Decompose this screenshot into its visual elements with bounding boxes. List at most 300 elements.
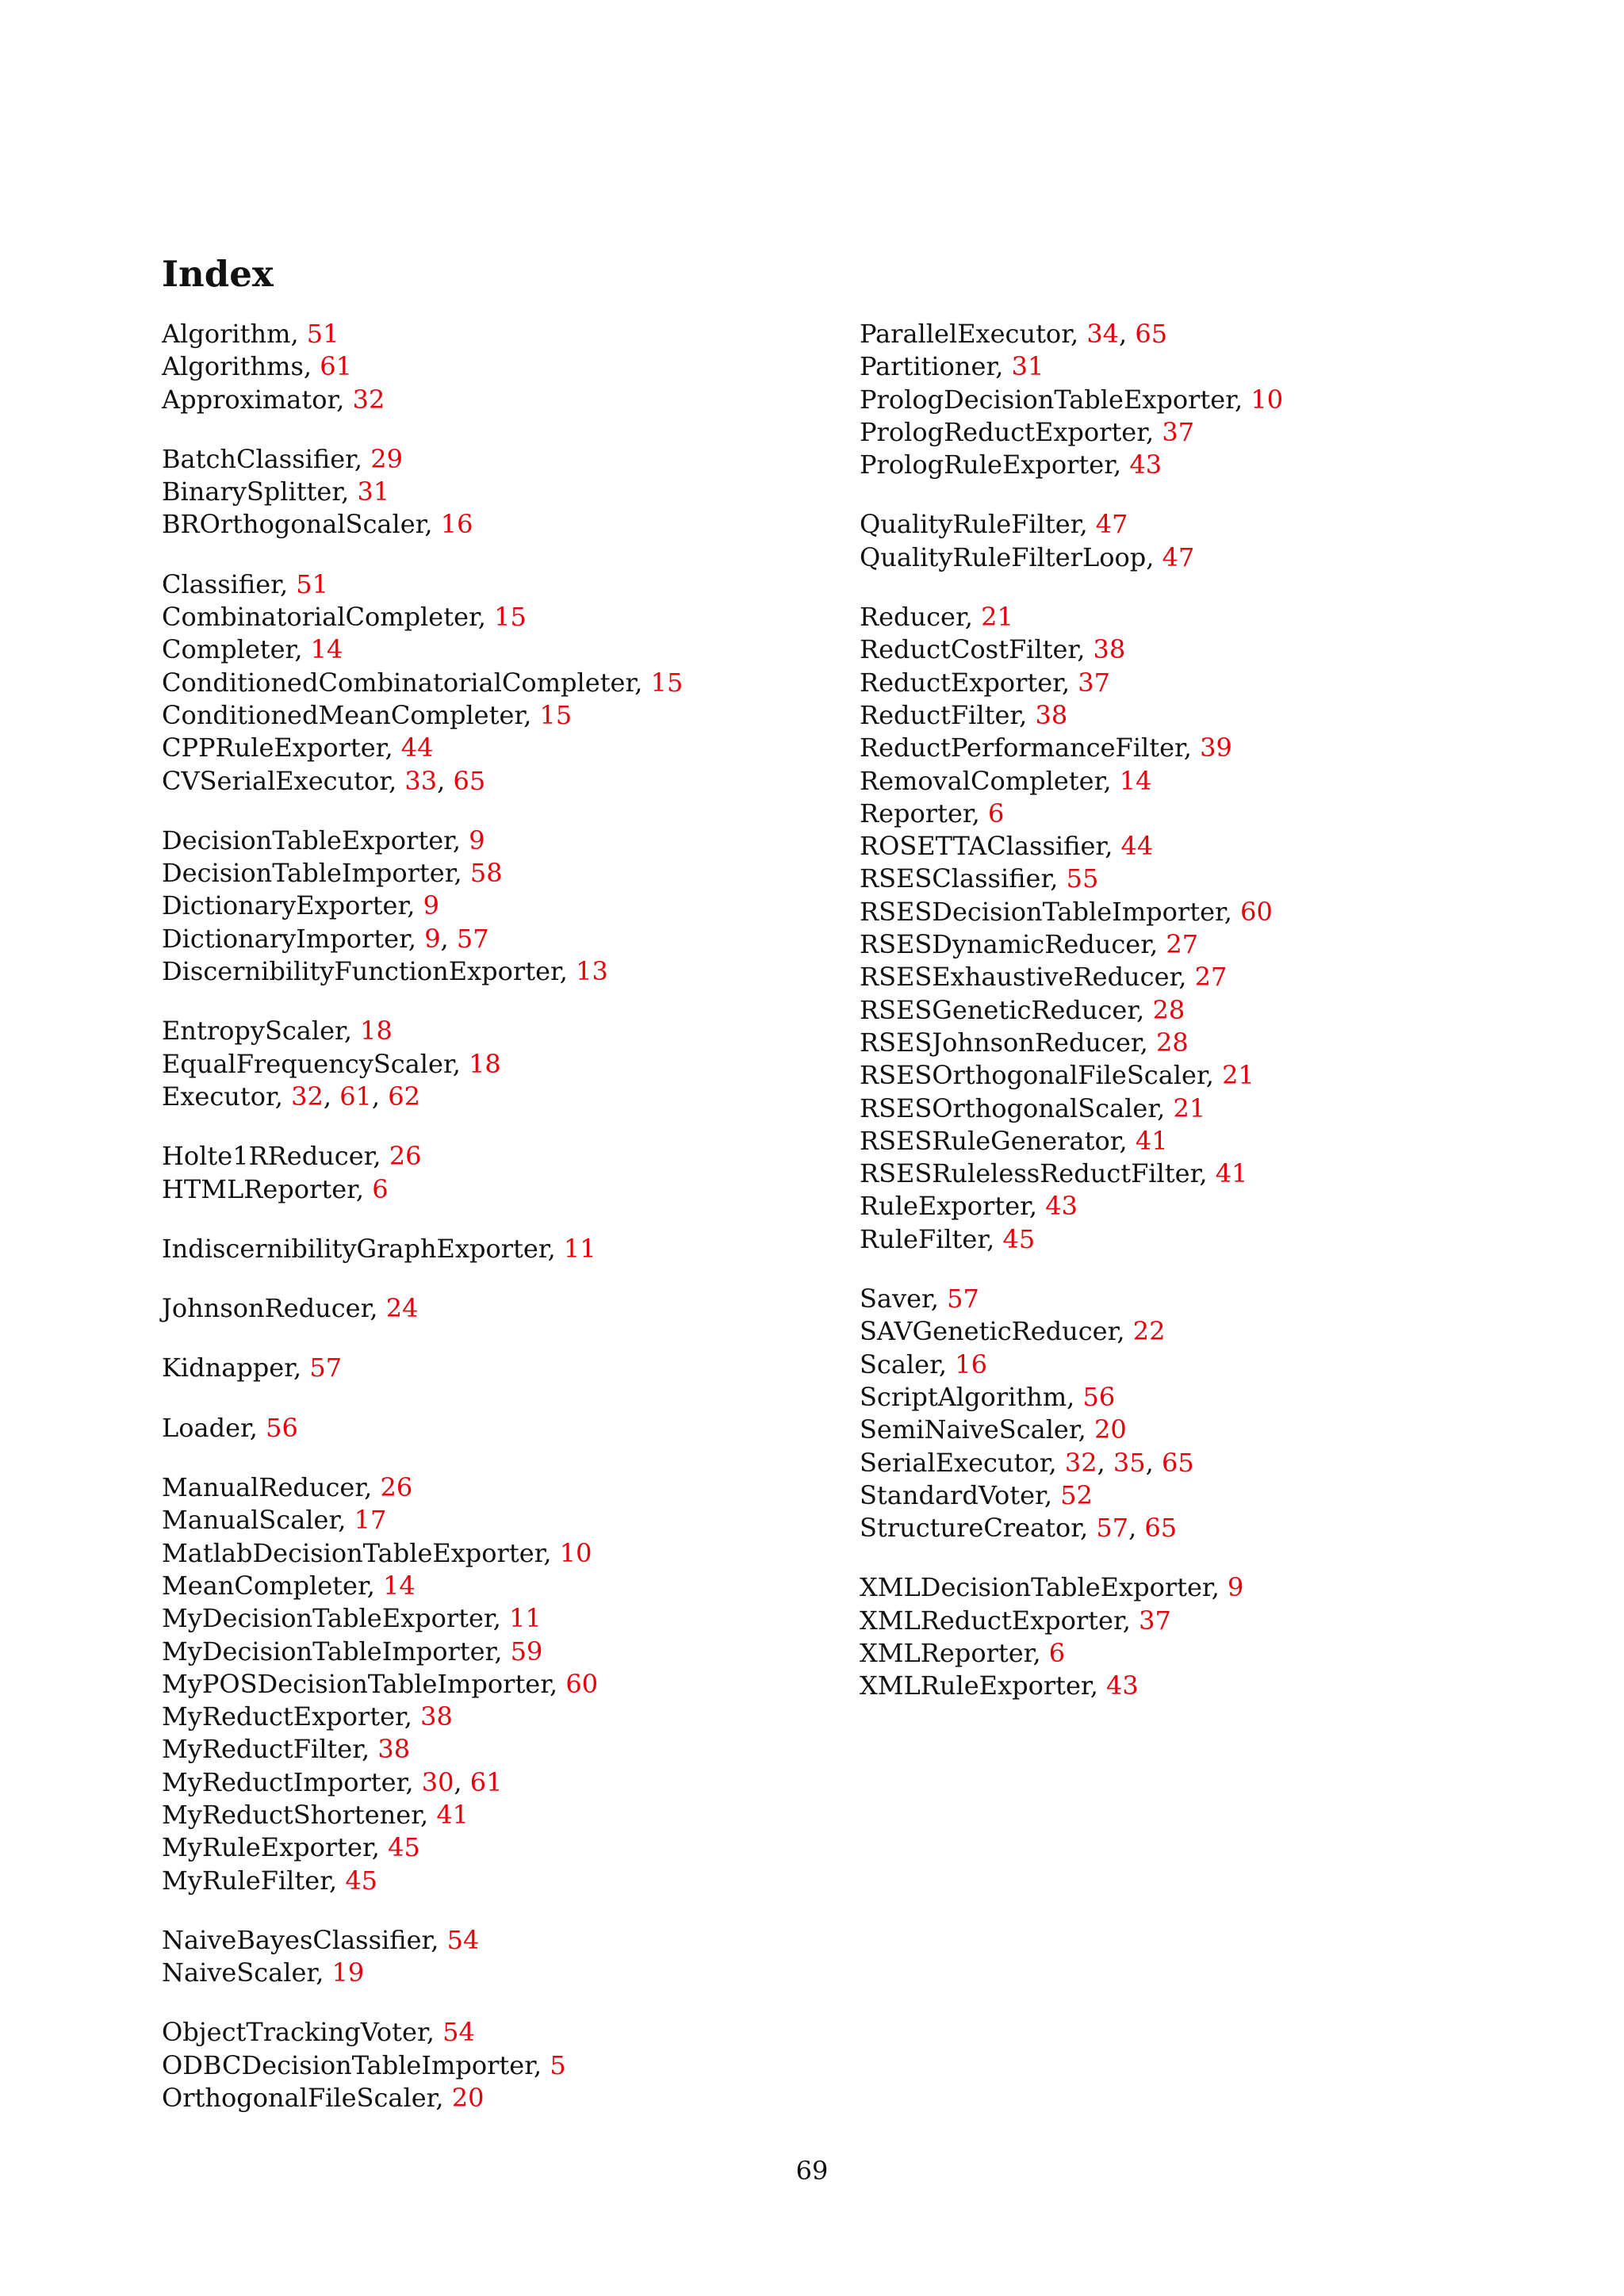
index-letter-group	[860, 508, 1526, 574]
index-term: BROrthogonalScaler	[162, 509, 425, 540]
page-reference-link[interactable]: 51	[306, 319, 339, 349]
page-reference-link[interactable]: 57	[309, 1353, 343, 1383]
index-separator: ,	[370, 1293, 386, 1324]
index-entry	[860, 732, 1526, 764]
index-separator: ,	[1032, 1637, 1049, 1668]
index-separator: ,	[1146, 416, 1162, 447]
index-entry	[162, 825, 828, 857]
index-entry	[860, 1479, 1526, 1512]
index-entry	[162, 633, 828, 666]
index-term: ObjectTrackingVoter	[162, 2017, 427, 2048]
index-term: Approximator	[162, 384, 337, 415]
index-entry	[162, 732, 828, 764]
index-term: EntropyScaler	[162, 1016, 344, 1047]
page-reference-link[interactable]: 62	[388, 1081, 420, 1112]
index-separator: ,	[1178, 962, 1195, 993]
page-reference-link[interactable]: 6	[988, 798, 1005, 828]
index-term: HTMLReporter	[162, 1173, 356, 1204]
page-reference-link[interactable]: 15	[650, 667, 684, 698]
index-separator: ,	[995, 351, 1012, 382]
index-separator: ,	[290, 319, 307, 349]
index-entry	[162, 699, 828, 732]
page-reference-link[interactable]: 28	[1156, 1027, 1189, 1058]
index-separator: ,	[1050, 863, 1067, 894]
page-reference-link[interactable]: 58	[469, 858, 503, 889]
page-reference-link[interactable]: 45	[388, 1832, 420, 1863]
index-letter-group	[162, 1924, 828, 1990]
index-term: ReductCostFilter	[860, 634, 1078, 665]
index-entry	[162, 601, 828, 633]
index-entry	[860, 449, 1526, 481]
index-term: SAVGeneticReducer	[860, 1316, 1117, 1347]
index-separator: ,	[294, 634, 311, 665]
index-separator: ,	[440, 923, 457, 954]
page-reference-link[interactable]: 60	[1240, 896, 1273, 927]
index-term: PrologRuleExporter	[860, 450, 1113, 480]
index-letter-group	[860, 601, 1526, 1256]
index-term: NaiveBayesClassifier	[162, 1924, 431, 1955]
page-reference-link[interactable]: 16	[440, 509, 473, 540]
index-entry	[162, 350, 828, 383]
index-column-left	[162, 318, 828, 2141]
index-term: RSESOrthogonalFileScaler	[860, 1060, 1206, 1091]
page-reference-link[interactable]: 13	[576, 956, 608, 987]
index-separator: ,	[341, 476, 358, 507]
page-reference-link[interactable]: 22	[1132, 1316, 1166, 1347]
page-reference-link[interactable]: 59	[510, 1636, 543, 1667]
index-term: RuleFilter	[860, 1223, 987, 1254]
index-separator: ,	[1028, 1191, 1046, 1222]
index-term: XMLReporter	[860, 1637, 1033, 1668]
index-separator: ,	[404, 1701, 421, 1732]
index-separator: ,	[1079, 509, 1096, 540]
page-reference-link[interactable]: 47	[1162, 541, 1195, 572]
index-column-right	[860, 318, 1526, 1730]
index-separator: ,	[494, 1636, 511, 1667]
page-reference-link[interactable]: 56	[1082, 1381, 1116, 1412]
index-term: CombinatorialCompleter	[162, 602, 478, 633]
index-separator: ,	[1103, 765, 1120, 796]
index-separator: ,	[1205, 1060, 1223, 1091]
index-entry	[162, 1471, 828, 1504]
index-entry	[162, 1602, 828, 1635]
page-reference-link[interactable]: 57	[456, 923, 489, 954]
page-reference-link[interactable]: 38	[1035, 699, 1068, 730]
index-separator: ,	[986, 1223, 1003, 1254]
index-entry	[860, 508, 1526, 541]
page-reference-link[interactable]: 18	[360, 1016, 393, 1047]
page-reference-link[interactable]: 17	[354, 1505, 387, 1536]
page-reference-link[interactable]: 28	[1152, 994, 1185, 1025]
index-separator: ,	[1183, 733, 1201, 763]
page-reference-link[interactable]: 6	[372, 1173, 389, 1204]
index-term: RSESRulelessReductFilter	[860, 1158, 1200, 1189]
index-separator: ,	[435, 2083, 452, 2114]
index-entry	[860, 1059, 1526, 1092]
index-separator: ,	[426, 2017, 443, 2048]
index-separator: ,	[424, 509, 441, 540]
index-separator: ,	[1090, 1670, 1107, 1701]
index-term: RuleExporter	[860, 1191, 1029, 1222]
index-term: Completer	[162, 634, 295, 665]
page-reference-link[interactable]: 18	[469, 1048, 501, 1079]
index-term: ManualReducer	[162, 1472, 365, 1503]
page-reference-link[interactable]: 37	[1139, 1605, 1171, 1636]
index-entry	[860, 1315, 1526, 1348]
page-reference-link[interactable]: 55	[1066, 863, 1099, 894]
index-entry	[860, 1093, 1526, 1125]
page-reference-link[interactable]: 65	[1161, 1447, 1194, 1478]
page-reference-link[interactable]: 14	[383, 1570, 416, 1601]
index-term: ROSETTAClassifier	[860, 831, 1105, 862]
page-reference-link[interactable]: 61	[320, 351, 352, 382]
index-entry	[162, 1140, 828, 1173]
page-title: Index	[162, 253, 274, 295]
index-separator: ,	[405, 1766, 422, 1797]
index-separator: ,	[533, 2049, 550, 2080]
index-separator: ,	[550, 1668, 566, 1699]
index-entry	[162, 1733, 828, 1766]
index-term: XMLReductExporter	[860, 1605, 1123, 1636]
page-reference-link[interactable]: 32	[291, 1081, 324, 1112]
index-separator: ,	[336, 384, 353, 415]
page-reference-link[interactable]: 16	[955, 1349, 987, 1380]
page-reference-link[interactable]: 65	[1135, 319, 1168, 349]
index-entry	[860, 765, 1526, 798]
page-reference-link[interactable]: 37	[1162, 416, 1195, 447]
index-term: Kidnapper	[162, 1353, 293, 1383]
index-term: MyPOSDecisionTableImporter	[162, 1668, 550, 1699]
index-separator: ,	[454, 1766, 470, 1797]
page-reference-link[interactable]: 41	[1135, 1125, 1168, 1156]
index-entry	[162, 2049, 828, 2082]
index-term: PrologReductExporter	[860, 416, 1147, 447]
page-reference-link[interactable]: 11	[509, 1603, 542, 1634]
page-reference-link[interactable]: 61	[339, 1081, 372, 1112]
page-reference-link[interactable]: 32	[352, 384, 385, 415]
index-entry	[860, 1027, 1526, 1059]
page-reference-link[interactable]: 43	[1129, 450, 1162, 480]
page-reference-link[interactable]: 6	[1048, 1637, 1066, 1668]
index-entry	[860, 601, 1526, 633]
index-letter-group	[860, 1571, 1526, 1702]
index-entry	[860, 1637, 1526, 1670]
index-term: ConditionedCombinatorialCompleter	[162, 667, 635, 698]
page-reference-link[interactable]: 34	[1086, 319, 1120, 349]
index-separator: ,	[1044, 1479, 1061, 1510]
index-separator: ,	[1019, 699, 1036, 730]
index-entry	[860, 961, 1526, 993]
index-term: StructureCreator	[860, 1513, 1081, 1544]
index-entry	[860, 830, 1526, 863]
index-separator: ,	[338, 1505, 354, 1536]
index-term: ScriptAlgorithm	[860, 1381, 1067, 1412]
index-separator: ,	[971, 798, 988, 828]
index-term: Reducer	[860, 602, 965, 633]
index-separator: ,	[316, 1957, 332, 1988]
index-term: MyReductShortener	[162, 1799, 420, 1830]
index-entry	[162, 2016, 828, 2049]
index-term: BatchClassifier	[162, 443, 354, 474]
page-reference-link[interactable]: 56	[266, 1412, 298, 1443]
page-reference-link[interactable]: 21	[981, 602, 1013, 633]
index-term: RSESClassifier	[860, 863, 1051, 894]
index-separator: ,	[454, 858, 470, 889]
page-reference-link[interactable]: 20	[451, 2083, 485, 2114]
index-letter-group	[162, 1412, 828, 1445]
page-reference-link[interactable]: 21	[1173, 1093, 1206, 1123]
index-separator: ,	[1119, 319, 1136, 349]
page-reference-link[interactable]: 5	[550, 2049, 566, 2080]
page-reference-link[interactable]: 9	[423, 890, 439, 921]
page-reference-link[interactable]: 52	[1060, 1479, 1093, 1510]
index-letter-group	[860, 318, 1526, 481]
page-reference-link[interactable]: 32	[1064, 1447, 1097, 1478]
index-term: Algorithms	[162, 351, 304, 382]
index-entry	[860, 699, 1526, 732]
page-reference-link[interactable]: 39	[1200, 733, 1232, 763]
page-reference-link[interactable]: 57	[1096, 1513, 1129, 1544]
index-letter-group	[162, 318, 828, 416]
page-reference-link[interactable]: 10	[559, 1537, 592, 1568]
index-term: CVSerialExecutor	[162, 765, 389, 796]
index-entry	[860, 1223, 1526, 1256]
page-reference-link[interactable]: 54	[446, 1924, 480, 1955]
index-entry	[162, 923, 828, 955]
index-term: IndiscernibilityGraphExporter	[162, 1233, 548, 1264]
index-term: RSESGeneticReducer	[860, 994, 1137, 1025]
index-entry	[162, 1173, 828, 1206]
index-separator: ,	[1146, 541, 1162, 572]
page-reference-link[interactable]: 54	[442, 2017, 475, 2048]
index-separator: ,	[1061, 667, 1078, 698]
index-entry	[860, 1158, 1526, 1190]
page-reference-link[interactable]: 35	[1113, 1447, 1146, 1478]
index-separator: ,	[408, 923, 425, 954]
page-number: 69	[795, 2156, 829, 2186]
index-separator: ,	[1067, 1381, 1083, 1412]
index-separator: ,	[1116, 1316, 1133, 1347]
page-reference-link[interactable]: 57	[947, 1284, 979, 1314]
index-entry	[860, 667, 1526, 699]
index-term: Loader	[162, 1412, 250, 1443]
page-reference-link[interactable]: 65	[1144, 1513, 1178, 1544]
index-separator: ,	[1097, 1447, 1113, 1478]
page-reference-link[interactable]: 9	[424, 923, 441, 954]
index-entry	[860, 350, 1526, 383]
page-reference-link[interactable]: 45	[1002, 1223, 1036, 1254]
index-term: Saver	[860, 1284, 931, 1314]
page-reference-link[interactable]: 27	[1166, 929, 1199, 960]
page-reference-link[interactable]: 19	[331, 1957, 365, 1988]
index-separator: ,	[274, 1081, 292, 1112]
page-reference-link[interactable]: 51	[296, 568, 328, 599]
index-separator: ,	[1077, 634, 1094, 665]
index-entry	[162, 1957, 828, 1989]
index-term: MyRuleExporter	[162, 1832, 372, 1863]
index-term: ConditionedMeanCompleter	[162, 699, 524, 730]
index-letter-group	[162, 1233, 828, 1265]
index-entry	[162, 1081, 828, 1113]
index-separator: ,	[1119, 1125, 1136, 1156]
index-term: RSESDecisionTableImporter	[860, 896, 1224, 927]
page-reference-link[interactable]: 44	[1120, 831, 1154, 862]
index-separator: ,	[323, 1081, 340, 1112]
index-separator: ,	[547, 1233, 564, 1264]
index-separator: ,	[1113, 450, 1130, 480]
page-reference-link[interactable]: 26	[389, 1141, 422, 1172]
index-separator: ,	[1211, 1572, 1228, 1603]
index-term: MeanCompleter	[162, 1570, 367, 1601]
page-reference-link[interactable]: 20	[1094, 1414, 1127, 1445]
page-reference-link[interactable]: 38	[377, 1734, 411, 1765]
index-entry	[860, 1447, 1526, 1479]
index-separator: ,	[419, 1799, 437, 1830]
index-term: RSESRuleGenerator	[860, 1125, 1120, 1156]
index-letter-group	[162, 1015, 828, 1113]
page-reference-link[interactable]: 31	[1011, 351, 1044, 382]
page-reference-link[interactable]: 41	[1215, 1158, 1248, 1189]
index-separator: ,	[354, 443, 371, 474]
page-reference-link[interactable]: 15	[494, 602, 527, 633]
index-term: XMLRuleExporter	[860, 1670, 1090, 1701]
index-term: NaiveScaler	[162, 1957, 316, 1988]
index-term: PrologDecisionTableExporter	[860, 384, 1235, 415]
page-reference-link[interactable]: 27	[1194, 962, 1228, 993]
index-term: MyRuleFilter	[162, 1865, 329, 1896]
page-reference-link[interactable]: 43	[1045, 1191, 1078, 1222]
page-reference-link[interactable]: 61	[469, 1766, 503, 1797]
index-entry	[162, 1831, 828, 1864]
page-reference-link[interactable]: 44	[400, 733, 434, 763]
index-term: XMLDecisionTableExporter	[860, 1572, 1212, 1603]
index-separator: ,	[373, 1141, 389, 1172]
index-separator: ,	[1048, 1447, 1065, 1478]
index-letter-group	[162, 2016, 828, 2114]
index-term: Scaler	[860, 1349, 939, 1380]
index-entry	[860, 1571, 1526, 1604]
index-entry	[162, 508, 828, 541]
index-separator: ,	[389, 765, 405, 796]
page-reference-link[interactable]: 9	[1228, 1572, 1244, 1603]
index-entry	[860, 1349, 1526, 1381]
index-entry	[162, 1636, 828, 1668]
page-reference-link[interactable]: 29	[370, 443, 403, 474]
index-separator: ,	[543, 1537, 560, 1568]
index-entry	[860, 896, 1526, 928]
index-term: Holte1RReducer	[162, 1141, 373, 1172]
index-term: DecisionTableImporter	[162, 858, 454, 889]
index-separator: ,	[1199, 1158, 1216, 1189]
index-separator: ,	[371, 1832, 389, 1863]
index-entry	[162, 1924, 828, 1957]
index-entry	[860, 318, 1526, 350]
index-term: JohnsonReducer	[162, 1293, 370, 1324]
page-reference-link[interactable]: 24	[385, 1293, 419, 1324]
index-entry	[860, 1670, 1526, 1702]
index-term: StandardVoter	[860, 1479, 1044, 1510]
index-separator: ,	[362, 1734, 378, 1765]
index-term: DictionaryExporter	[162, 890, 408, 921]
index-entry	[860, 1512, 1526, 1544]
page-reference-link[interactable]: 60	[565, 1668, 599, 1699]
index-separator: ,	[1145, 1447, 1162, 1478]
index-entry	[860, 1381, 1526, 1414]
index-separator: ,	[1149, 929, 1166, 960]
index-separator: ,	[477, 602, 495, 633]
page-reference-link[interactable]: 10	[1251, 384, 1284, 415]
index-separator: ,	[1128, 1513, 1145, 1544]
page-reference-link[interactable]: 37	[1078, 667, 1110, 698]
page-reference-link[interactable]: 9	[469, 825, 485, 855]
index-separator: ,	[1070, 319, 1087, 349]
page-reference-link[interactable]: 11	[563, 1233, 596, 1264]
index-term: SerialExecutor	[860, 1447, 1049, 1478]
page-reference-link[interactable]: 30	[421, 1766, 454, 1797]
index-letter-group	[162, 1140, 828, 1206]
index-term: RSESExhaustiveReducer	[860, 962, 1179, 993]
index-term: Classifier	[162, 568, 280, 599]
index-separator: ,	[371, 1081, 389, 1112]
index-separator: ,	[431, 1924, 447, 1955]
index-separator: ,	[492, 1603, 510, 1634]
index-entry	[162, 765, 828, 798]
index-entry	[860, 928, 1526, 961]
page-reference-link[interactable]: 14	[310, 634, 343, 665]
index-term: ReductExporter	[860, 667, 1062, 698]
page-reference-link[interactable]: 38	[1093, 634, 1126, 665]
index-entry	[860, 1283, 1526, 1315]
page-reference-link[interactable]: 15	[539, 699, 573, 730]
page-reference-link[interactable]: 26	[380, 1472, 413, 1503]
index-separator: ,	[452, 1048, 469, 1079]
index-entry	[162, 443, 828, 476]
index-entry	[162, 1233, 828, 1265]
page-reference-link[interactable]: 31	[357, 476, 390, 507]
index-entry	[860, 541, 1526, 574]
index-separator: ,	[303, 351, 320, 382]
page-reference-link[interactable]: 43	[1106, 1670, 1139, 1701]
index-letter-group	[162, 1292, 828, 1325]
index-term: SemiNaiveScaler	[860, 1414, 1078, 1445]
index-term: Partitioner	[860, 351, 996, 382]
page-reference-link[interactable]: 21	[1222, 1060, 1254, 1091]
index-separator: ,	[355, 1173, 373, 1204]
page-reference-link[interactable]: 14	[1119, 765, 1152, 796]
index-term: Reporter	[860, 798, 972, 828]
page-reference-link[interactable]: 65	[453, 765, 486, 796]
index-entry	[162, 568, 828, 601]
index-separator: ,	[437, 765, 454, 796]
index-separator: ,	[1080, 1513, 1097, 1544]
index-entry	[162, 1537, 828, 1570]
page-reference-link[interactable]: 33	[404, 765, 438, 796]
index-entry	[162, 1048, 828, 1081]
index-term: DecisionTableExporter	[162, 825, 453, 855]
index-separator: ,	[1234, 384, 1251, 415]
index-term: EqualFrequencyScaler	[162, 1048, 453, 1079]
index-entry	[162, 890, 828, 922]
index-entry	[860, 863, 1526, 895]
page-reference-link[interactable]: 38	[420, 1701, 453, 1732]
index-separator: ,	[366, 1570, 384, 1601]
page-reference-link[interactable]: 45	[345, 1865, 378, 1896]
page-reference-link[interactable]: 47	[1095, 509, 1128, 540]
index-term: MyDecisionTableExporter	[162, 1603, 493, 1634]
index-entry	[860, 1605, 1526, 1637]
page-reference-link[interactable]: 41	[436, 1799, 469, 1830]
index-entry	[860, 1414, 1526, 1446]
